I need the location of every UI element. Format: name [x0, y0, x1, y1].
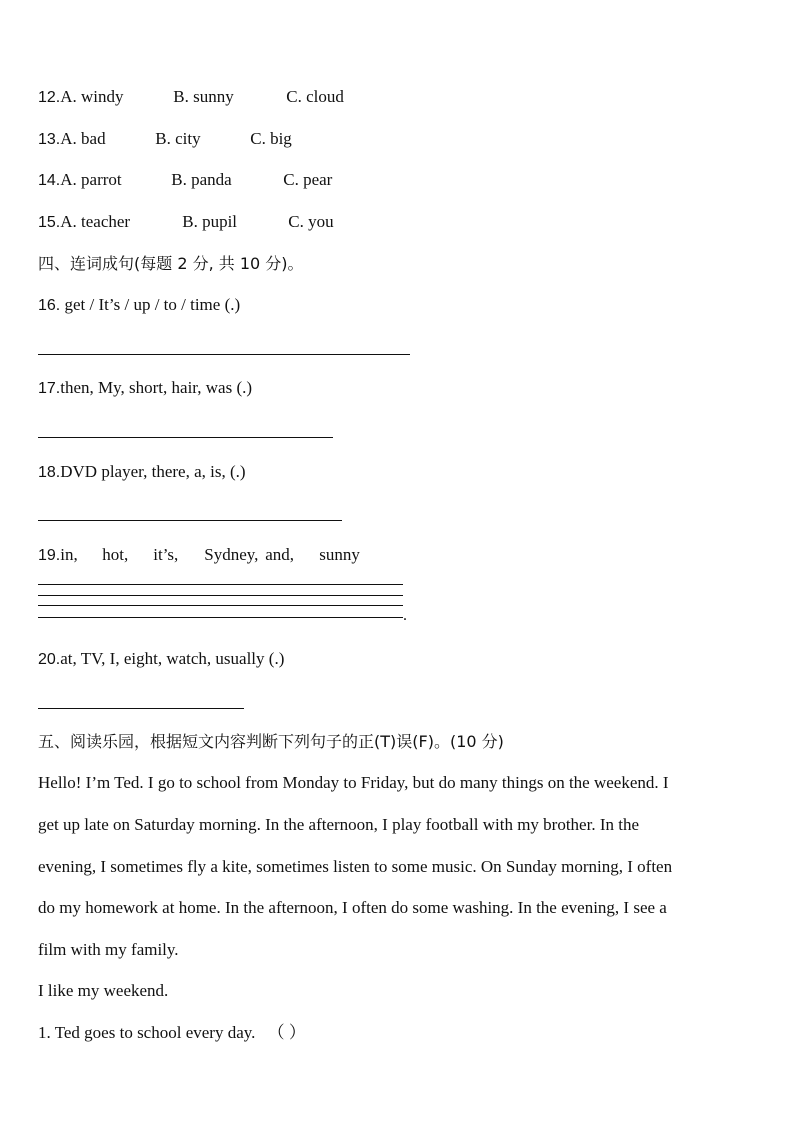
- question-words: at, TV, I, eight, watch, usually (.): [60, 649, 285, 668]
- question-number: 14.: [38, 172, 61, 189]
- option-b: B. city: [155, 129, 201, 148]
- question-18: [38, 462, 246, 483]
- question-number: 16.: [38, 297, 61, 314]
- question-number: 12.: [38, 89, 61, 106]
- option-c: C. big: [250, 129, 292, 148]
- question-16: [38, 295, 240, 316]
- question-words: DVD player, there, a, is, (.): [60, 462, 246, 481]
- passage-line: evening, I sometimes fly a kite, sometimes listen to some music. On Sunday morning, I often: [38, 857, 673, 876]
- option-a: A. bad: [60, 129, 106, 148]
- option-a: A. windy: [60, 87, 124, 106]
- question-word: sunny: [319, 545, 360, 564]
- question-12: [38, 87, 344, 108]
- option-b: B. sunny: [173, 87, 234, 106]
- question-word: and,: [265, 545, 295, 564]
- option-a: A. teacher: [60, 212, 131, 231]
- question-words: then, My, short, hair, was (.): [60, 378, 253, 397]
- answer-line[interactable]: [38, 617, 403, 618]
- passage-line: film with my family.: [38, 940, 179, 959]
- answer-line[interactable]: [38, 708, 244, 709]
- section-5-heading: 五、阅读乐园，根据短文内容判断下列句子的正(T)误(F)。(10 分): [38, 732, 504, 751]
- judgement-text: 1. Ted goes to school every day.: [38, 1023, 256, 1042]
- question-20: [38, 649, 284, 670]
- passage-line: Hello! I’m Ted. I go to school from Monday to Friday, but do many things on the weekend. I: [38, 773, 669, 792]
- passage-line: get up late on Saturday morning. In the afternoon, I play football with my brother. In the: [38, 815, 639, 834]
- question-number: 17.: [38, 380, 61, 397]
- option-b: B. panda: [171, 170, 232, 189]
- question-number: 15.: [38, 214, 61, 231]
- question-14: [38, 170, 332, 191]
- option-c: C. pear: [283, 170, 333, 189]
- question-number: 13.: [38, 131, 61, 148]
- passage-line: do my homework at home. In the afternoon, I often do some washing. In the evening, I see a: [38, 898, 667, 917]
- question-19: [38, 545, 360, 566]
- question-13: [38, 129, 292, 150]
- question-word: hot,: [102, 545, 129, 564]
- answer-line[interactable]: [38, 605, 403, 606]
- question-17: [38, 378, 252, 399]
- answer-line[interactable]: [38, 584, 403, 585]
- question-words: get / It’s / up / to / time (.): [60, 295, 241, 314]
- question-15: [38, 212, 334, 233]
- section-4-heading: 四、连词成句(每题 2 分, 共 10 分)。: [38, 254, 304, 273]
- option-a: A. parrot: [60, 170, 122, 189]
- passage-line: I like my weekend.: [38, 981, 169, 1000]
- option-b: B. pupil: [182, 212, 238, 231]
- answer-line[interactable]: [38, 437, 333, 438]
- answer-line[interactable]: [38, 354, 410, 355]
- option-c: C. you: [288, 212, 334, 231]
- option-c: C. cloud: [286, 87, 344, 106]
- answer-line[interactable]: [38, 520, 342, 521]
- answer-line[interactable]: [38, 595, 403, 596]
- question-word: in,: [60, 545, 78, 564]
- answer-bracket[interactable]: （ ）: [267, 1023, 306, 1042]
- question-number: 20.: [38, 651, 61, 668]
- question-word: it’s,: [153, 545, 179, 564]
- question-number: 19.: [38, 547, 61, 564]
- question-word: Sydney,: [204, 545, 259, 564]
- question-number: 18.: [38, 464, 61, 481]
- judgement-1: [38, 1023, 306, 1043]
- end-period: .: [403, 607, 407, 624]
